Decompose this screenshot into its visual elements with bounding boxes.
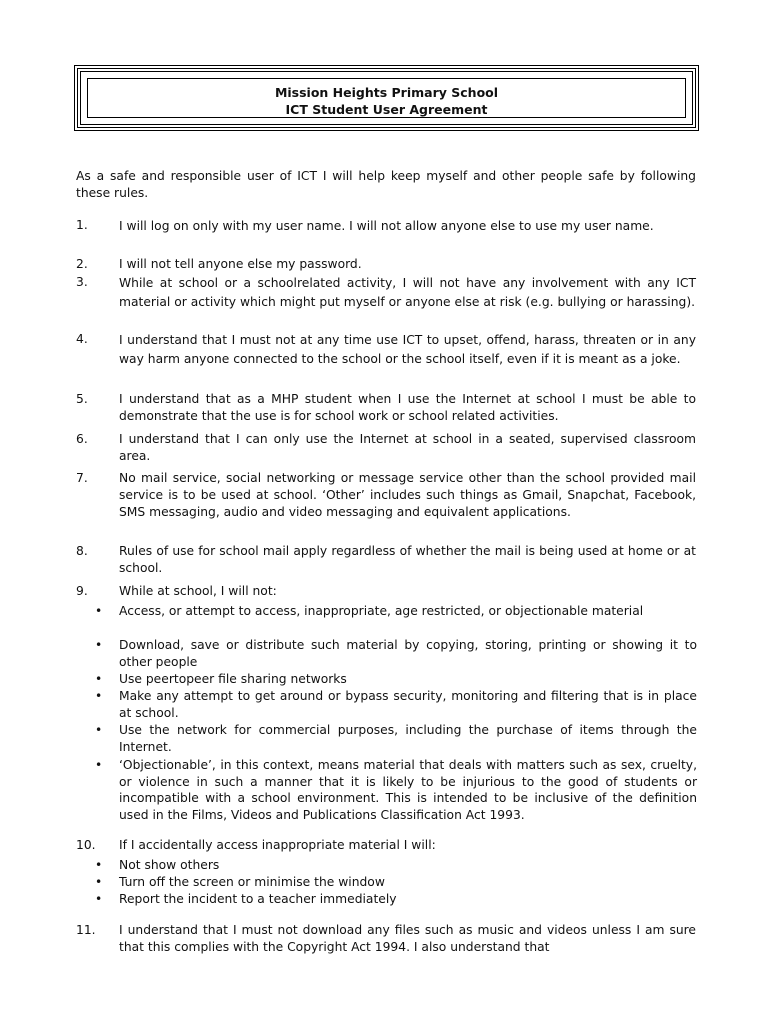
list-item-text: Report the incident to a teacher immediately — [119, 892, 397, 906]
list-item-text: Download, save or distribute such material by copying, storing, printing or showing it to other people — [119, 638, 697, 669]
rule-text: I understand that as a MHP student when I use the Internet at school I must be able to demonstrate that the use is for school work or school related activities. — [119, 392, 696, 423]
bullet-icon: • — [95, 638, 103, 652]
bullet-icon: • — [95, 892, 103, 906]
bullet-icon: • — [95, 858, 103, 872]
bullet-icon: • — [95, 604, 103, 618]
rule-number: 10. — [76, 838, 96, 852]
bullet-icon: • — [95, 875, 103, 889]
rule-number: 2. — [76, 257, 88, 271]
list-item-text: Use the network for commercial purposes, including the purchase of items through the Internet. — [119, 723, 697, 754]
title-box — [77, 68, 696, 128]
document-title: ICT Student User Agreement — [285, 102, 488, 117]
bullet-icon: • — [95, 723, 103, 737]
bullet-icon: • — [95, 758, 103, 772]
rule-text: If I accidentally access inappropriate material I will: — [119, 838, 436, 852]
list-item-text: Make any attempt to get around or bypass security, monitoring and filtering that is in place at school. — [119, 689, 697, 720]
rule-number: 7. — [76, 471, 88, 485]
list-item-text: Use peertopeer file sharing networks — [119, 672, 347, 686]
intro-paragraph: As a safe and responsible user of ICT I will help keep myself and other people safe by following these rules. — [76, 169, 696, 200]
bullet-icon: • — [95, 689, 103, 703]
list-item-text: Access, or attempt to access, inappropriate, age restricted, or objectionable material — [119, 604, 644, 618]
rule-number: 4. — [76, 332, 88, 346]
school-name: Mission Heights Primary School — [274, 85, 499, 100]
rule-text: I understand that I must not download any files such as music and videos unless I am sure that this complies with the Copyright Act 1994. I also understand that — [119, 923, 696, 954]
rule-number: 11. — [76, 923, 96, 937]
rule-number: 6. — [76, 432, 88, 446]
rule-text: I understand that I can only use the Internet at school in a seated, supervised classroom area. — [119, 432, 696, 463]
rule-number: 8. — [76, 544, 88, 558]
rule-number: 5. — [76, 392, 88, 406]
rule-text: While at school or a schoolrelated activity, I will not have any involvement with any ICT material or activity which might put myself or anyone else at risk (e.g. bullying or harassing). — [119, 276, 696, 309]
rule-text: I will log on only with my user name. I will not allow anyone else to use my user name. — [119, 219, 654, 233]
list-item-text: Turn off the screen or minimise the window — [119, 875, 385, 889]
bullet-icon: • — [95, 672, 103, 686]
rule-text: I will not tell anyone else my password. — [119, 257, 362, 271]
list-item-text: Not show others — [119, 858, 220, 872]
rule-number: 9. — [76, 584, 88, 598]
rule-number: 1. — [76, 218, 88, 232]
rule-text: I understand that I must not at any time use ICT to upset, offend, harass, threaten or in any way harm anyone connected to the school or the school itself, even if it is meant as a joke. — [119, 333, 696, 366]
rule-text: Rules of use for school mail apply regardless of whether the mail is being used at home or at school. — [119, 544, 696, 575]
rule-text: No mail service, social networking or message service other than the school provided mail service is to be used at school. ‘Other’ includes such things as Gmail, Snapchat, Facebook, SMS messaging, audio and video messaging and equivalent applications. — [119, 471, 696, 519]
list-item-text: ‘Objectionable’, in this context, means material that deals with matters such as sex, cruelty, or violence in such a manner that it is likely to be injurious to the good of students or incompatible with a school environment. This is intended to be inclusive of the definition used in the Films, Videos and Publications Classification Act 1993. — [119, 758, 697, 822]
rule-number: 3. — [76, 275, 88, 289]
rule-text: While at school, I will not: — [119, 584, 277, 598]
